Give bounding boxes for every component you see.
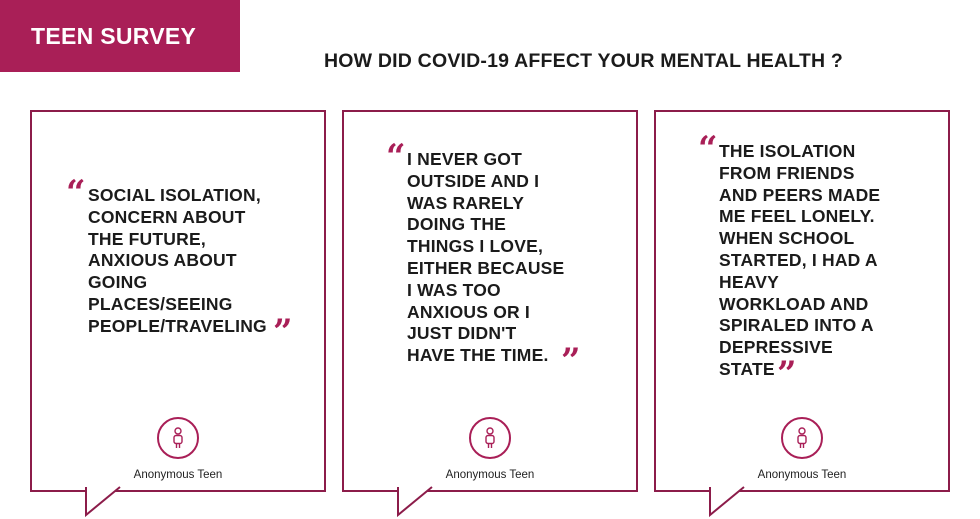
page-title: HOW DID COVID-19 AFFECT YOUR MENTAL HEALTH ? bbox=[324, 50, 844, 72]
close-quote-mark: ” bbox=[273, 312, 293, 352]
quote-card-3 bbox=[654, 110, 950, 492]
quote-text: THE ISOLATION FROM FRIENDS AND PEERS MADE ME FEEL LONELY. WHEN SCHOOL STARTED, I HAD A HEAVY WORKLOAD AND SPIRALED INTO A DEPRESSIVE STATE bbox=[719, 141, 881, 379]
close-quote-mark: ” bbox=[777, 354, 797, 394]
person-icon bbox=[157, 417, 199, 459]
speech-tail bbox=[398, 487, 438, 517]
survey-badge-label: TEEN SURVEY bbox=[31, 22, 197, 49]
close-quote-mark: ” bbox=[561, 341, 581, 381]
open-quote-mark: “ bbox=[698, 129, 718, 169]
person-icon bbox=[781, 417, 823, 459]
quote-text: I NEVER GOT OUTSIDE AND I WAS RARELY DOING THE THINGS I LOVE, EITHER BECAUSE I WAS TOO ANXIOUS OR I JUST DIDN'T HAVE THE TIME. bbox=[407, 149, 565, 366]
open-quote-mark: “ bbox=[66, 173, 86, 213]
quote-text: SOCIAL ISOLATION, CONCERN ABOUT THE FUTURE, ANXIOUS ABOUT GOING PLACES/SEEING PEOPLE/TRAVELING bbox=[88, 185, 267, 336]
quote-card-2 bbox=[342, 110, 638, 492]
speech-tail bbox=[710, 487, 750, 517]
speech-tail bbox=[86, 487, 126, 517]
author-label: Anonymous Teen bbox=[133, 469, 223, 481]
survey-badge bbox=[0, 0, 240, 72]
author-label: Anonymous Teen bbox=[757, 469, 847, 481]
open-quote-mark: “ bbox=[386, 137, 406, 177]
person-icon bbox=[469, 417, 511, 459]
quote-card-1 bbox=[30, 110, 326, 492]
author-label: Anonymous Teen bbox=[445, 469, 535, 481]
